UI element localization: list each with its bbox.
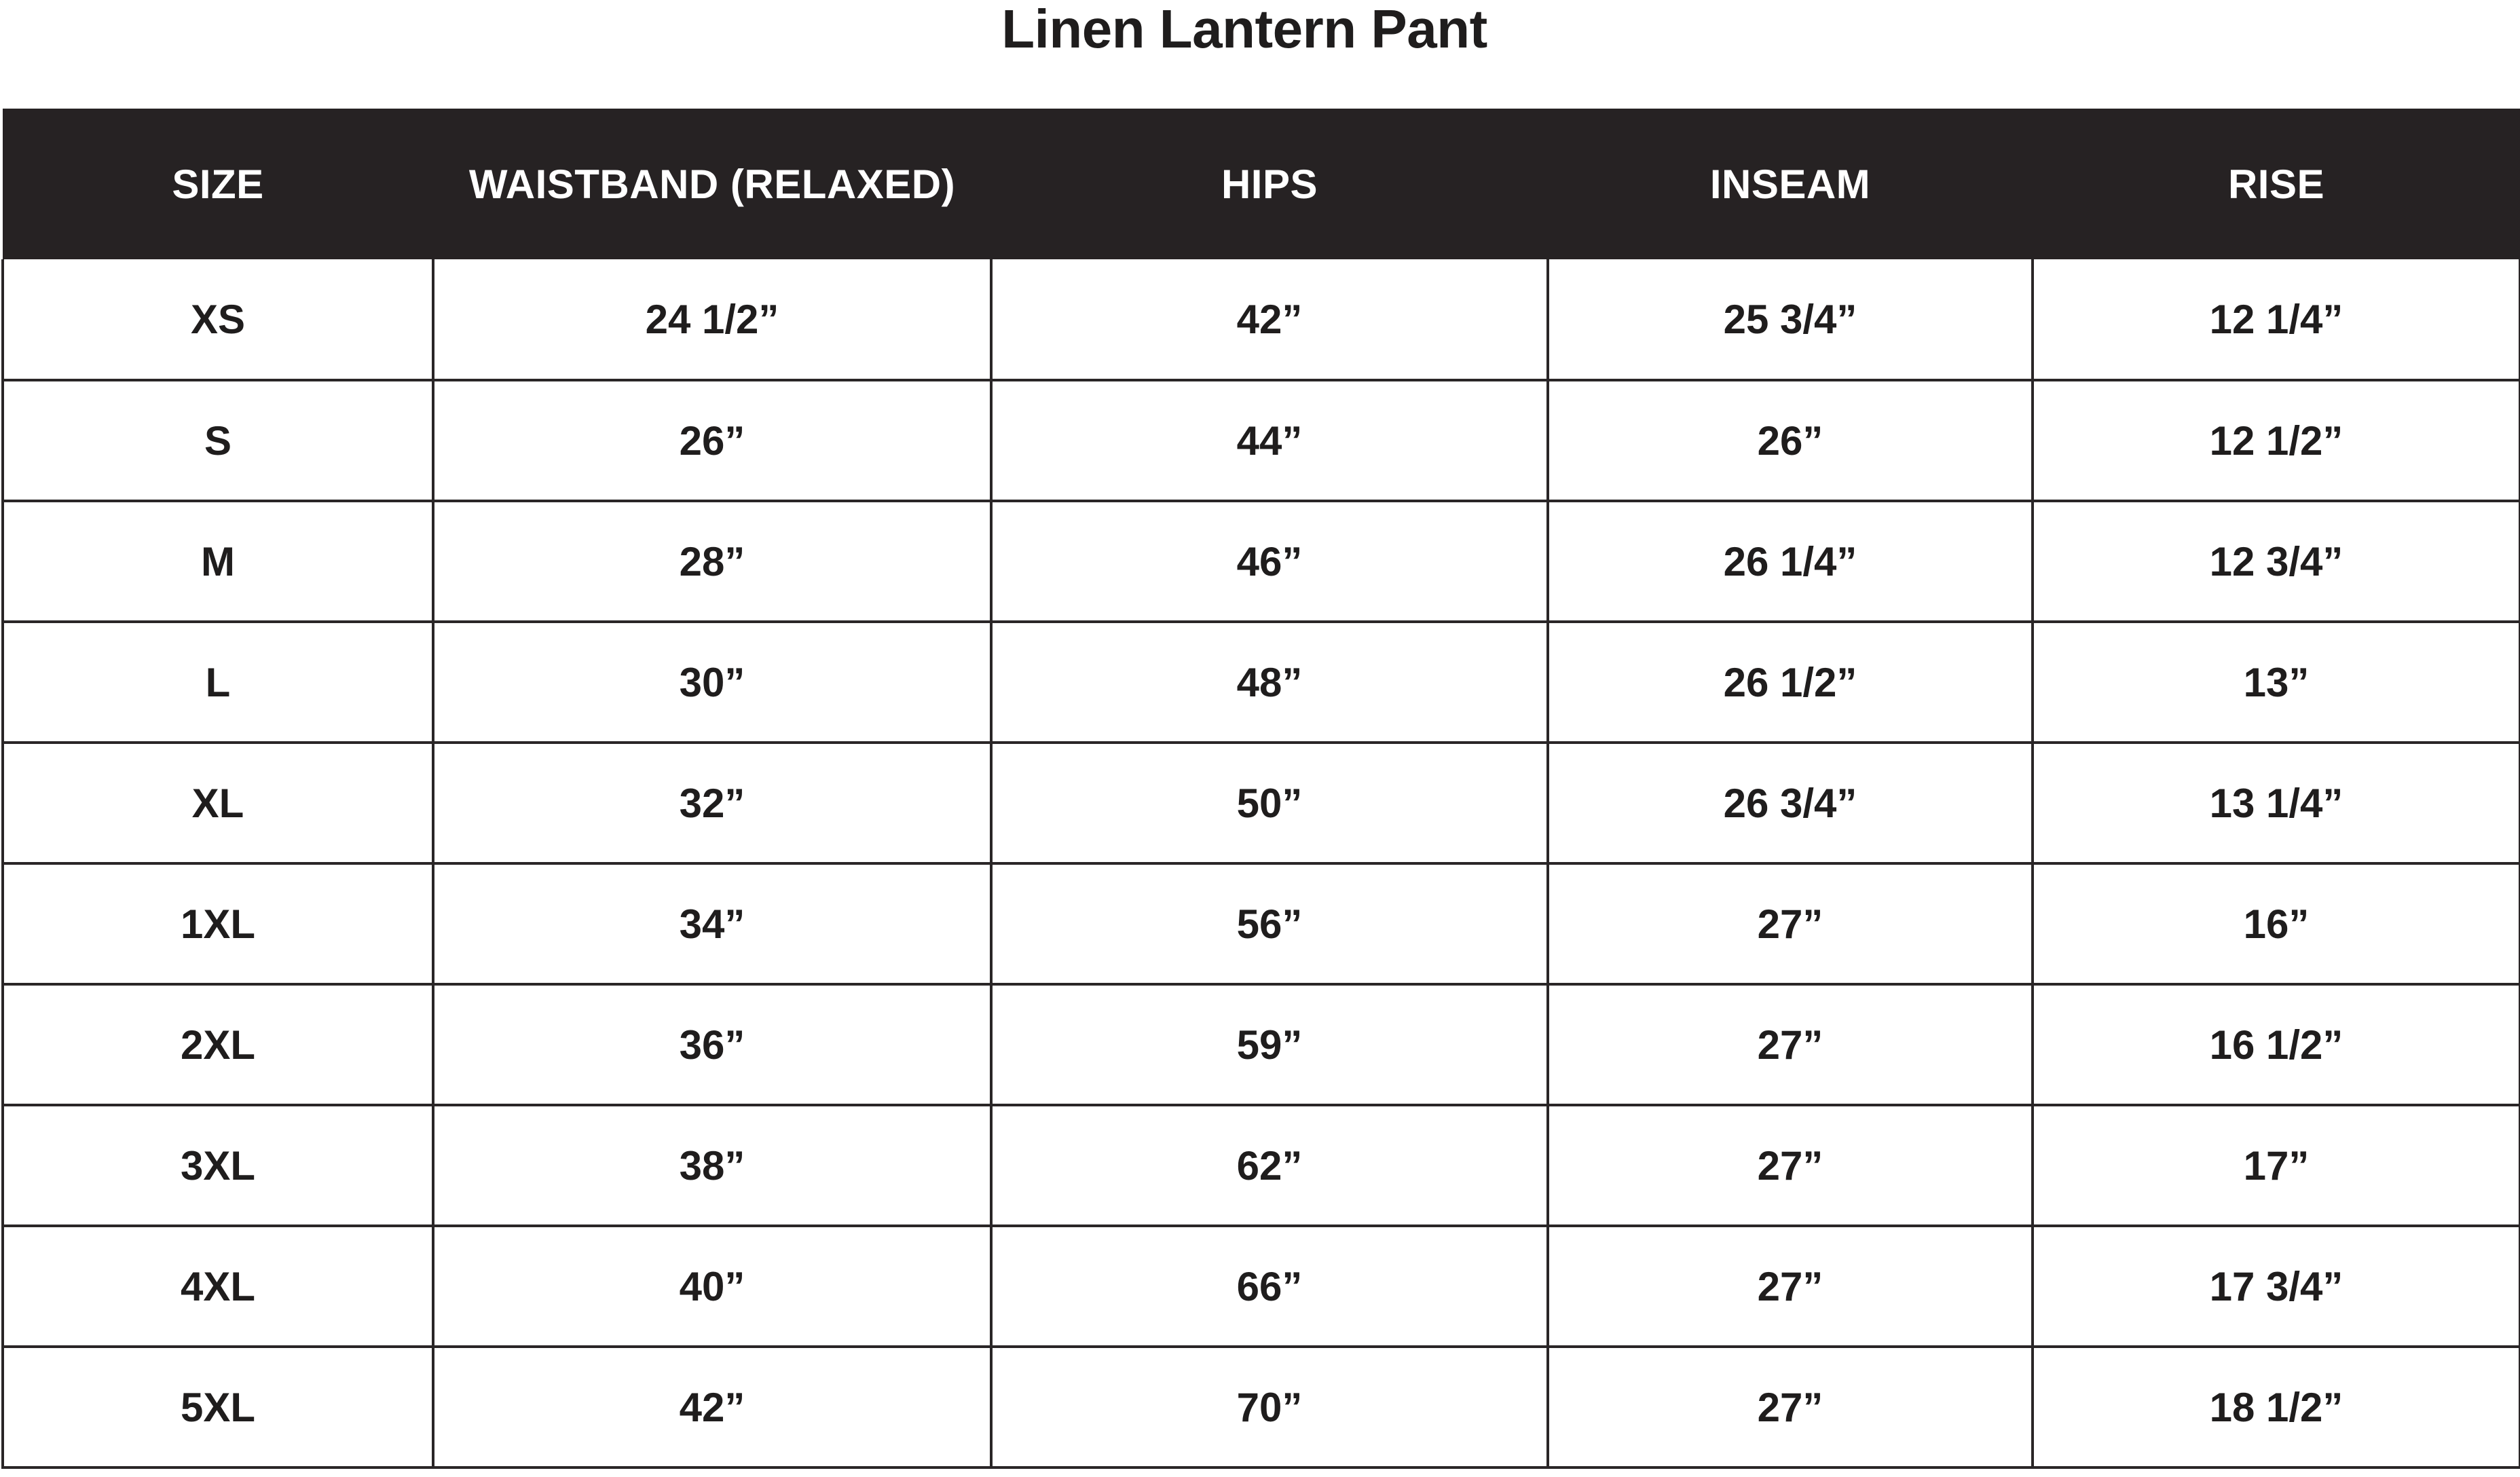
hips-cell: 42” [991,259,1548,380]
header-size: SIZE [172,161,264,207]
waistband-cell: 38” [433,1105,991,1226]
rise-cell: 13 1/4” [2033,743,2520,863]
waistband-cell: 32” [433,743,991,863]
table-row [3,984,2520,1105]
table-header [3,109,2520,259]
rise-cell: 12 1/4” [2033,259,2520,380]
waistband-cell: 26” [433,380,991,501]
hips-cell: 70” [991,1347,1548,1467]
inseam-cell: 26 3/4” [1548,743,2033,863]
rise-cell: 16 1/2” [2033,984,2520,1105]
table-body [3,259,2520,1467]
waistband-cell: 28” [433,501,991,622]
inseam-cell: 25 3/4” [1548,259,2033,380]
table-row [3,1105,2520,1226]
hips-cell: 59” [991,984,1548,1105]
inseam-cell: 26 1/4” [1548,501,2033,622]
size-cell: L [3,622,433,743]
table-row [3,863,2520,984]
header-hips: HIPS [1221,161,1318,207]
waistband-cell: 34” [433,863,991,984]
size-chart-table [1,109,2520,1469]
hips-cell: 62” [991,1105,1548,1226]
hips-cell: 48” [991,622,1548,743]
table-row [3,1347,2520,1467]
table-row [3,380,2520,501]
rise-cell: 12 1/2” [2033,380,2520,501]
inseam-cell: 27” [1548,1105,2033,1226]
hips-cell: 50” [991,743,1548,863]
hips-cell: 46” [991,501,1548,622]
size-cell: 5XL [3,1347,433,1467]
rise-cell: 13” [2033,622,2520,743]
table-row [3,1226,2520,1347]
page-title: Linen Lantern Pant [1001,0,1487,59]
size-cell: S [3,380,433,501]
rise-cell: 12 3/4” [2033,501,2520,622]
table-row [3,501,2520,622]
header-rise: RISE [2227,161,2325,207]
size-cell: XS [3,259,433,380]
size-cell: XL [3,743,433,863]
table-row [3,259,2520,380]
table-row [3,622,2520,743]
header-waistband: WAISTBAND (RELAXED) [468,161,956,207]
header-row [3,109,2520,259]
hips-cell: 56” [991,863,1548,984]
inseam-cell: 27” [1548,1347,2033,1467]
size-cell: 1XL [3,863,433,984]
rise-cell: 17 3/4” [2033,1226,2520,1347]
inseam-cell: 26” [1548,380,2033,501]
hips-cell: 66” [991,1226,1548,1347]
inseam-cell: 26 1/2” [1548,622,2033,743]
inseam-cell: 27” [1548,984,2033,1105]
inseam-cell: 27” [1548,1226,2033,1347]
size-cell: 3XL [3,1105,433,1226]
size-cell: 4XL [3,1226,433,1347]
header-inseam: INSEAM [1709,161,1871,207]
waistband-cell: 36” [433,984,991,1105]
rise-cell: 16” [2033,863,2520,984]
hips-cell: 44” [991,380,1548,501]
rise-cell: 17” [2033,1105,2520,1226]
size-cell: M [3,501,433,622]
waistband-cell: 30” [433,622,991,743]
size-cell: 2XL [3,984,433,1105]
waistband-cell: 42” [433,1347,991,1467]
table-row [3,743,2520,863]
rise-cell: 18 1/2” [2033,1347,2520,1467]
waistband-cell: 24 1/2” [433,259,991,380]
waistband-cell: 40” [433,1226,991,1347]
inseam-cell: 27” [1548,863,2033,984]
